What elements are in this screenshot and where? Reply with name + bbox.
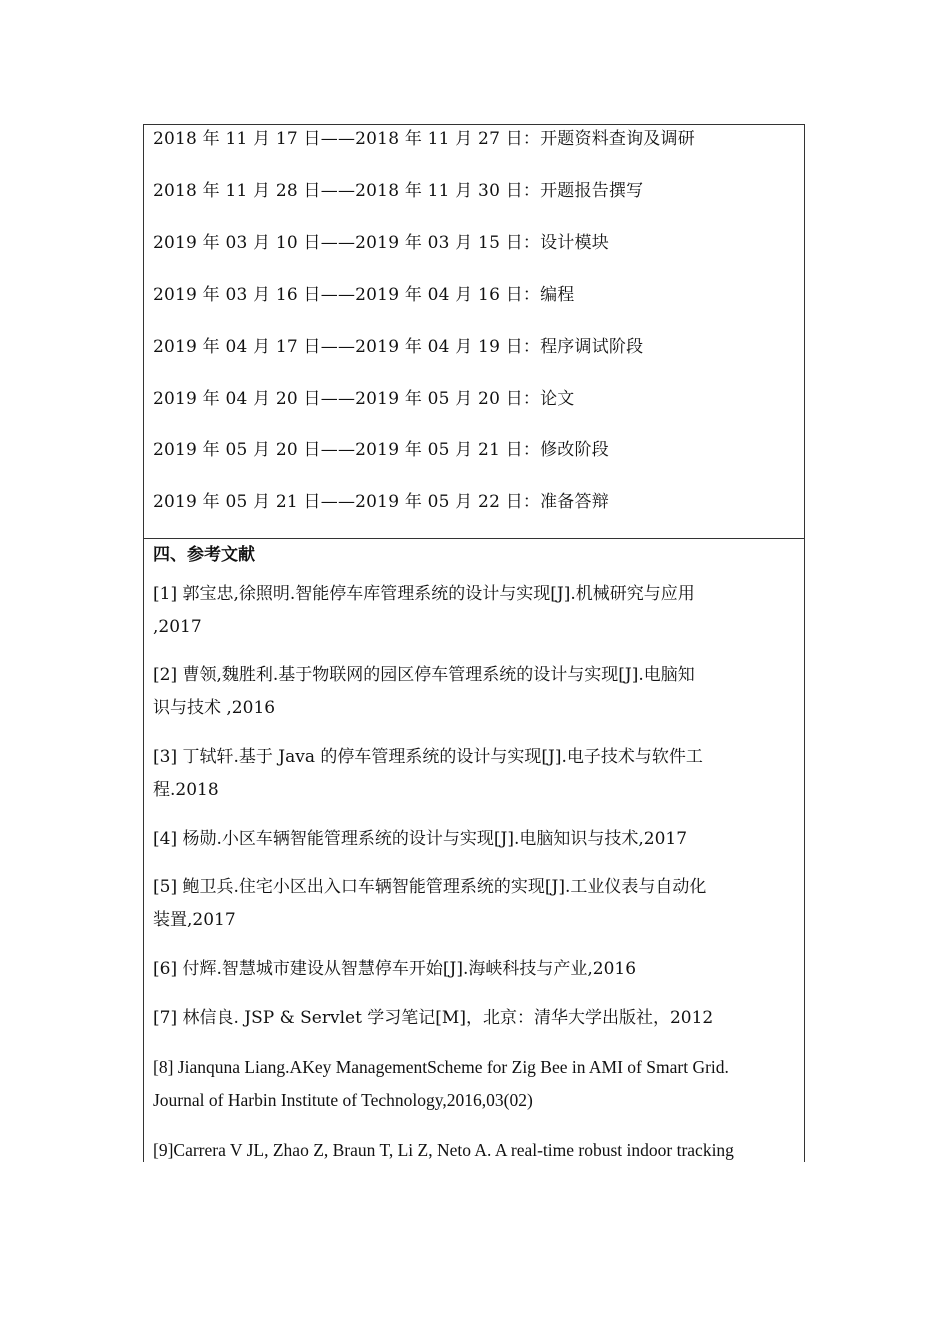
reference-line: [6] 付辉.智慧城市建设从智慧停车开始[J].海峡科技与产业,2016 — [153, 959, 637, 979]
reference-item — [153, 1051, 799, 1117]
schedule-item: 2019 年 03 月 16 日——2019 年 04 月 16 日：编程 — [153, 285, 575, 305]
reference-line: [2] 曹领,魏胜利.基于物联网的园区停车管理系统的设计与实现[J].电脑知 — [153, 665, 695, 685]
schedule-cell — [144, 125, 804, 539]
schedule-item: 2018 年 11 月 17 日——2018 年 11 月 27 日：开题资料查询及调研 — [153, 129, 695, 149]
reference-line: [9]Carrera V JL, Zhao Z, Braun T, Li Z, Neto A. A real-time robust indoor tracking — [153, 1140, 734, 1160]
reference-item — [153, 741, 799, 807]
references-heading: 四、参考文献 — [153, 545, 255, 565]
reference-line: [5] 鲍卫兵.住宅小区出入口车辆智能管理系统的实现[J].工业仪表与自动化 — [153, 877, 707, 897]
reference-line: ,2017 — [153, 617, 202, 637]
reference-item — [153, 823, 799, 856]
reference-item — [153, 578, 799, 644]
reference-line: Journal of Harbin Institute of Technology,2016,03(02) — [153, 1090, 533, 1110]
reference-item — [153, 953, 799, 986]
schedule-item: 2019 年 04 月 20 日——2019 年 05 月 20 日：论文 — [153, 389, 575, 409]
reference-line: 识与技术 ,2016 — [153, 698, 276, 718]
reference-line: [7] 林信良. JSP & Servlet 学习笔记[M]，北京：清华大学出版社，2012 — [153, 1008, 714, 1028]
reference-line: 程.2018 — [153, 780, 219, 800]
reference-item — [153, 1002, 799, 1035]
schedule-item: 2019 年 03 月 10 日——2019 年 03 月 15 日：设计模块 — [153, 233, 609, 253]
schedule-item: 2018 年 11 月 28 日——2018 年 11 月 30 日：开题报告撰写 — [153, 181, 644, 201]
reference-line: [1] 郭宝忠,徐照明.智能停车库管理系统的设计与实现[J].机械研究与应用 — [153, 584, 695, 604]
reference-line: [8] Jianquna Liang.AKey ManagementScheme for Zig Bee in AMI of Smart Grid. — [153, 1057, 729, 1077]
reference-item — [153, 659, 799, 725]
reference-line: [3] 丁轼轩.基于 Java 的停车管理系统的设计与实现[J].电子技术与软件工 — [153, 747, 703, 767]
reference-line: 装置,2017 — [153, 910, 236, 930]
reference-item — [153, 871, 799, 937]
references-cell — [144, 539, 804, 1162]
schedule-item: 2019 年 05 月 21 日——2019 年 05 月 22 日：准备答辩 — [153, 492, 609, 512]
content-table — [143, 124, 805, 1162]
reference-line: [4] 杨勋.小区车辆智能管理系统的设计与实现[J].电脑知识与技术,2017 — [153, 829, 688, 849]
schedule-item: 2019 年 04 月 17 日——2019 年 04 月 19 日：程序调试阶段 — [153, 337, 644, 357]
reference-item — [153, 1134, 799, 1162]
schedule-item: 2019 年 05 月 20 日——2019 年 05 月 21 日：修改阶段 — [153, 440, 609, 460]
